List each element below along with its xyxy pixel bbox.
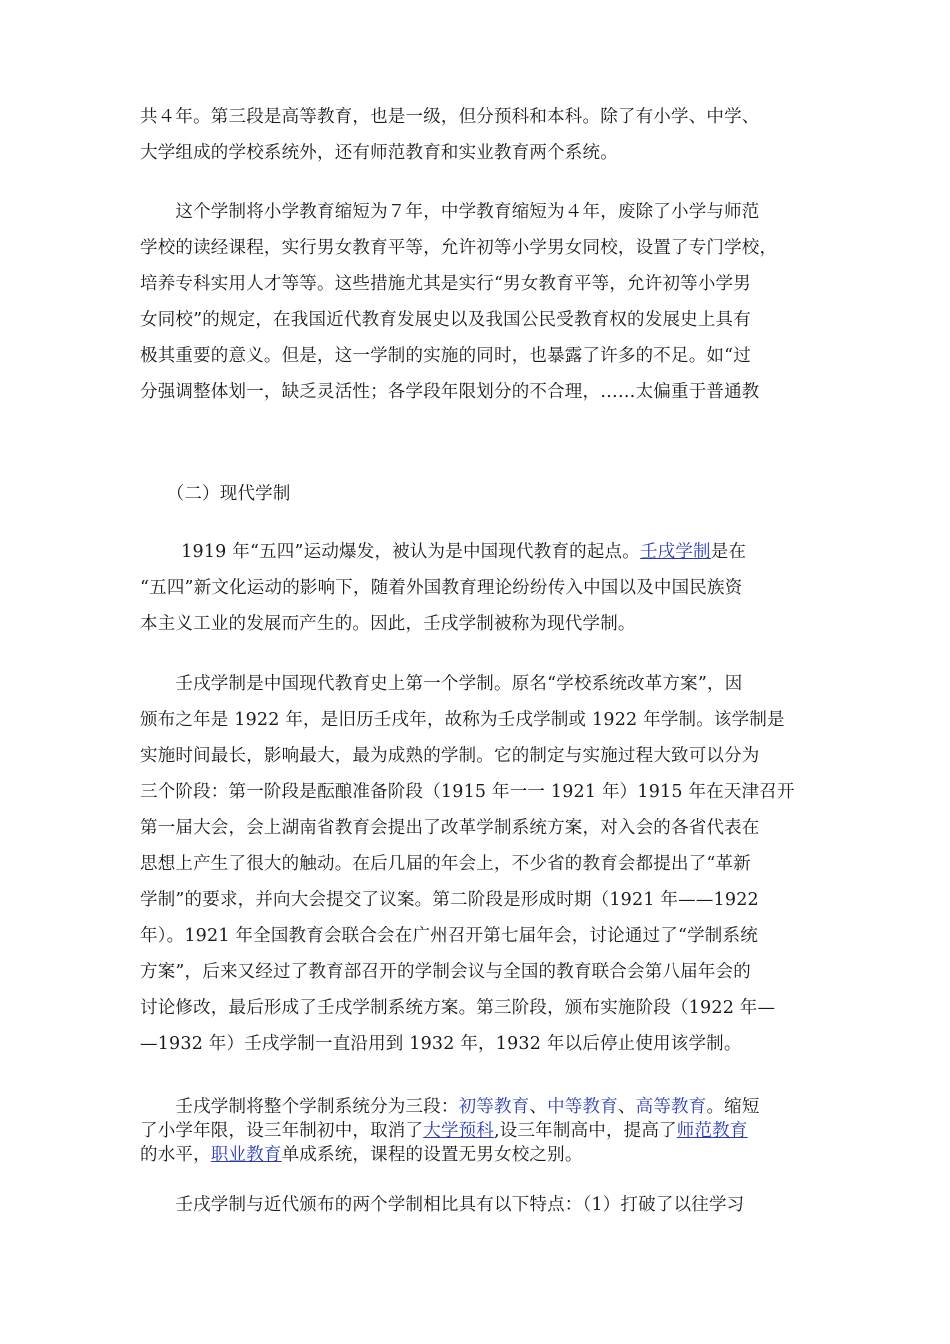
text-line: 壬戌学制与近代颁布的两个学制相比具有以下特点：（1）打破了以往学习: [140, 1195, 745, 1215]
text-segment: 、: [617, 1097, 636, 1117]
text-line: [140, 1095, 820, 1119]
text-line: —1932 年）壬戌学制一直沿用到 1932 年，1932 年以后停止使用该学制。: [140, 1034, 742, 1054]
text-line: [140, 1143, 820, 1167]
vocational-education-link[interactable]: 职业教育: [210, 1145, 282, 1165]
paragraph-may-fourth: [140, 534, 820, 642]
primary-education-term: 初等教育: [458, 1097, 530, 1117]
text-line: 方案”，后来又经过了教育部召开的学制会议与全国的教育联合会第八届年会的: [140, 962, 751, 982]
text-line: 极其重要的意义。但是，这一学制的实施的同时，也暴露了许多的不足。如“过: [140, 346, 751, 366]
higher-education-term: 高等教育: [635, 1097, 707, 1117]
paragraph-features: [140, 1187, 820, 1223]
text-segment: ,设三年制高中，提高了: [494, 1121, 677, 1141]
paragraph-school-system: [140, 99, 820, 171]
text-line: 分强调整体划一，缺乏灵活性；各学段年限划分的不合理，……太偏重于普通教: [140, 382, 760, 402]
text-line: 学校的读经课程，实行男女教育平等，允许初等小学男女同校，设置了专门学校，: [140, 238, 778, 258]
text-segment: 单成系统，课程的设置无男女校之别。: [281, 1145, 583, 1165]
text-line: “五四”新文化运动的影响下，随着外国教育理论纷纷传入中国以及中国民族资: [140, 578, 743, 598]
text-segment: 壬戌学制将整个学制系统分为三段：: [140, 1097, 459, 1117]
normal-education-link[interactable]: 师范教育: [676, 1121, 748, 1141]
text-line: 颁布之年是 1922 年，是旧历壬戌年，故称为壬戌学制或 1922 年学制。该学制是: [140, 710, 785, 730]
text-line: 培养专科实用人才等等。这些措施尤其是实行“男女教育平等，允许初等小学男: [140, 274, 751, 294]
section-heading: [140, 476, 820, 512]
text-line: 这个学制将小学教育缩短为７年，中学教育缩短为４年，废除了小学与师范: [140, 202, 760, 222]
text-segment: 1919 年“五四”运动爆发，被认为是中国现代教育的起点。: [140, 542, 640, 562]
paragraph-reform-measures: [140, 194, 820, 410]
text-line: 学制”的要求，并向大会提交了议案。第二阶段是形成时期（1921 年——1922: [140, 890, 759, 910]
text-line: 本主义工业的发展而产生的。因此，壬戌学制被称为现代学制。: [140, 614, 636, 634]
text-line: 实施时间最长，影响最大，最为成熟的学制。它的制定与实施过程大致可以分为: [140, 746, 760, 766]
university-preparatory-link[interactable]: 大学预科: [423, 1121, 495, 1141]
text-line: 年）。1921 年全国教育会联合会在广州召开第七届年会，讨论通过了“学制系统: [140, 926, 758, 946]
text-line: 三个阶段：第一阶段是酝酿准备阶段（1915 年一一 1921 年）1915 年在天津召开: [140, 782, 795, 802]
renxu-system-link[interactable]: 壬戌学制: [639, 542, 711, 562]
text-line: 讨论修改，最后形成了壬戌学制系统方案。第三阶段，颁布实施阶段（1922 年—: [140, 998, 776, 1018]
text-line: 壬戌学制是中国现代教育史上第一个学制。原名“学校系统改革方案”，因: [140, 674, 743, 694]
text-segment: 是在: [710, 542, 747, 562]
secondary-education-term: 中等教育: [547, 1097, 618, 1117]
heading-text: （二）现代学制: [140, 484, 291, 504]
text-segment: 、: [529, 1097, 548, 1117]
text-line: [140, 534, 820, 570]
text-line: [140, 1119, 820, 1143]
text-line: 女同校”的规定，在我国近代教育发展史以及我国公民受教育权的发展史上具有: [140, 310, 751, 330]
text-segment: 的水平，: [140, 1145, 211, 1165]
paragraph-three-stages: [140, 1095, 820, 1167]
text-line: 共４年。第三段是高等教育，也是一级，但分预科和本科。除了有小学、中学、: [140, 107, 760, 127]
text-line: 思想上产生了很大的触动。在后几届的年会上，不少省的教育会都提出了“革新: [140, 854, 751, 874]
text-line: 第一届大会，会上湖南省教育会提出了改革学制系统方案，对入会的各省代表在: [140, 818, 760, 838]
paragraph-renxu-history: [140, 666, 820, 1062]
text-line: 大学组成的学校系统外，还有师范教育和实业教育两个系统。: [140, 143, 618, 163]
text-segment: 了小学年限，设三年制初中，取消了: [140, 1121, 424, 1141]
text-segment: 。缩短: [706, 1097, 760, 1117]
